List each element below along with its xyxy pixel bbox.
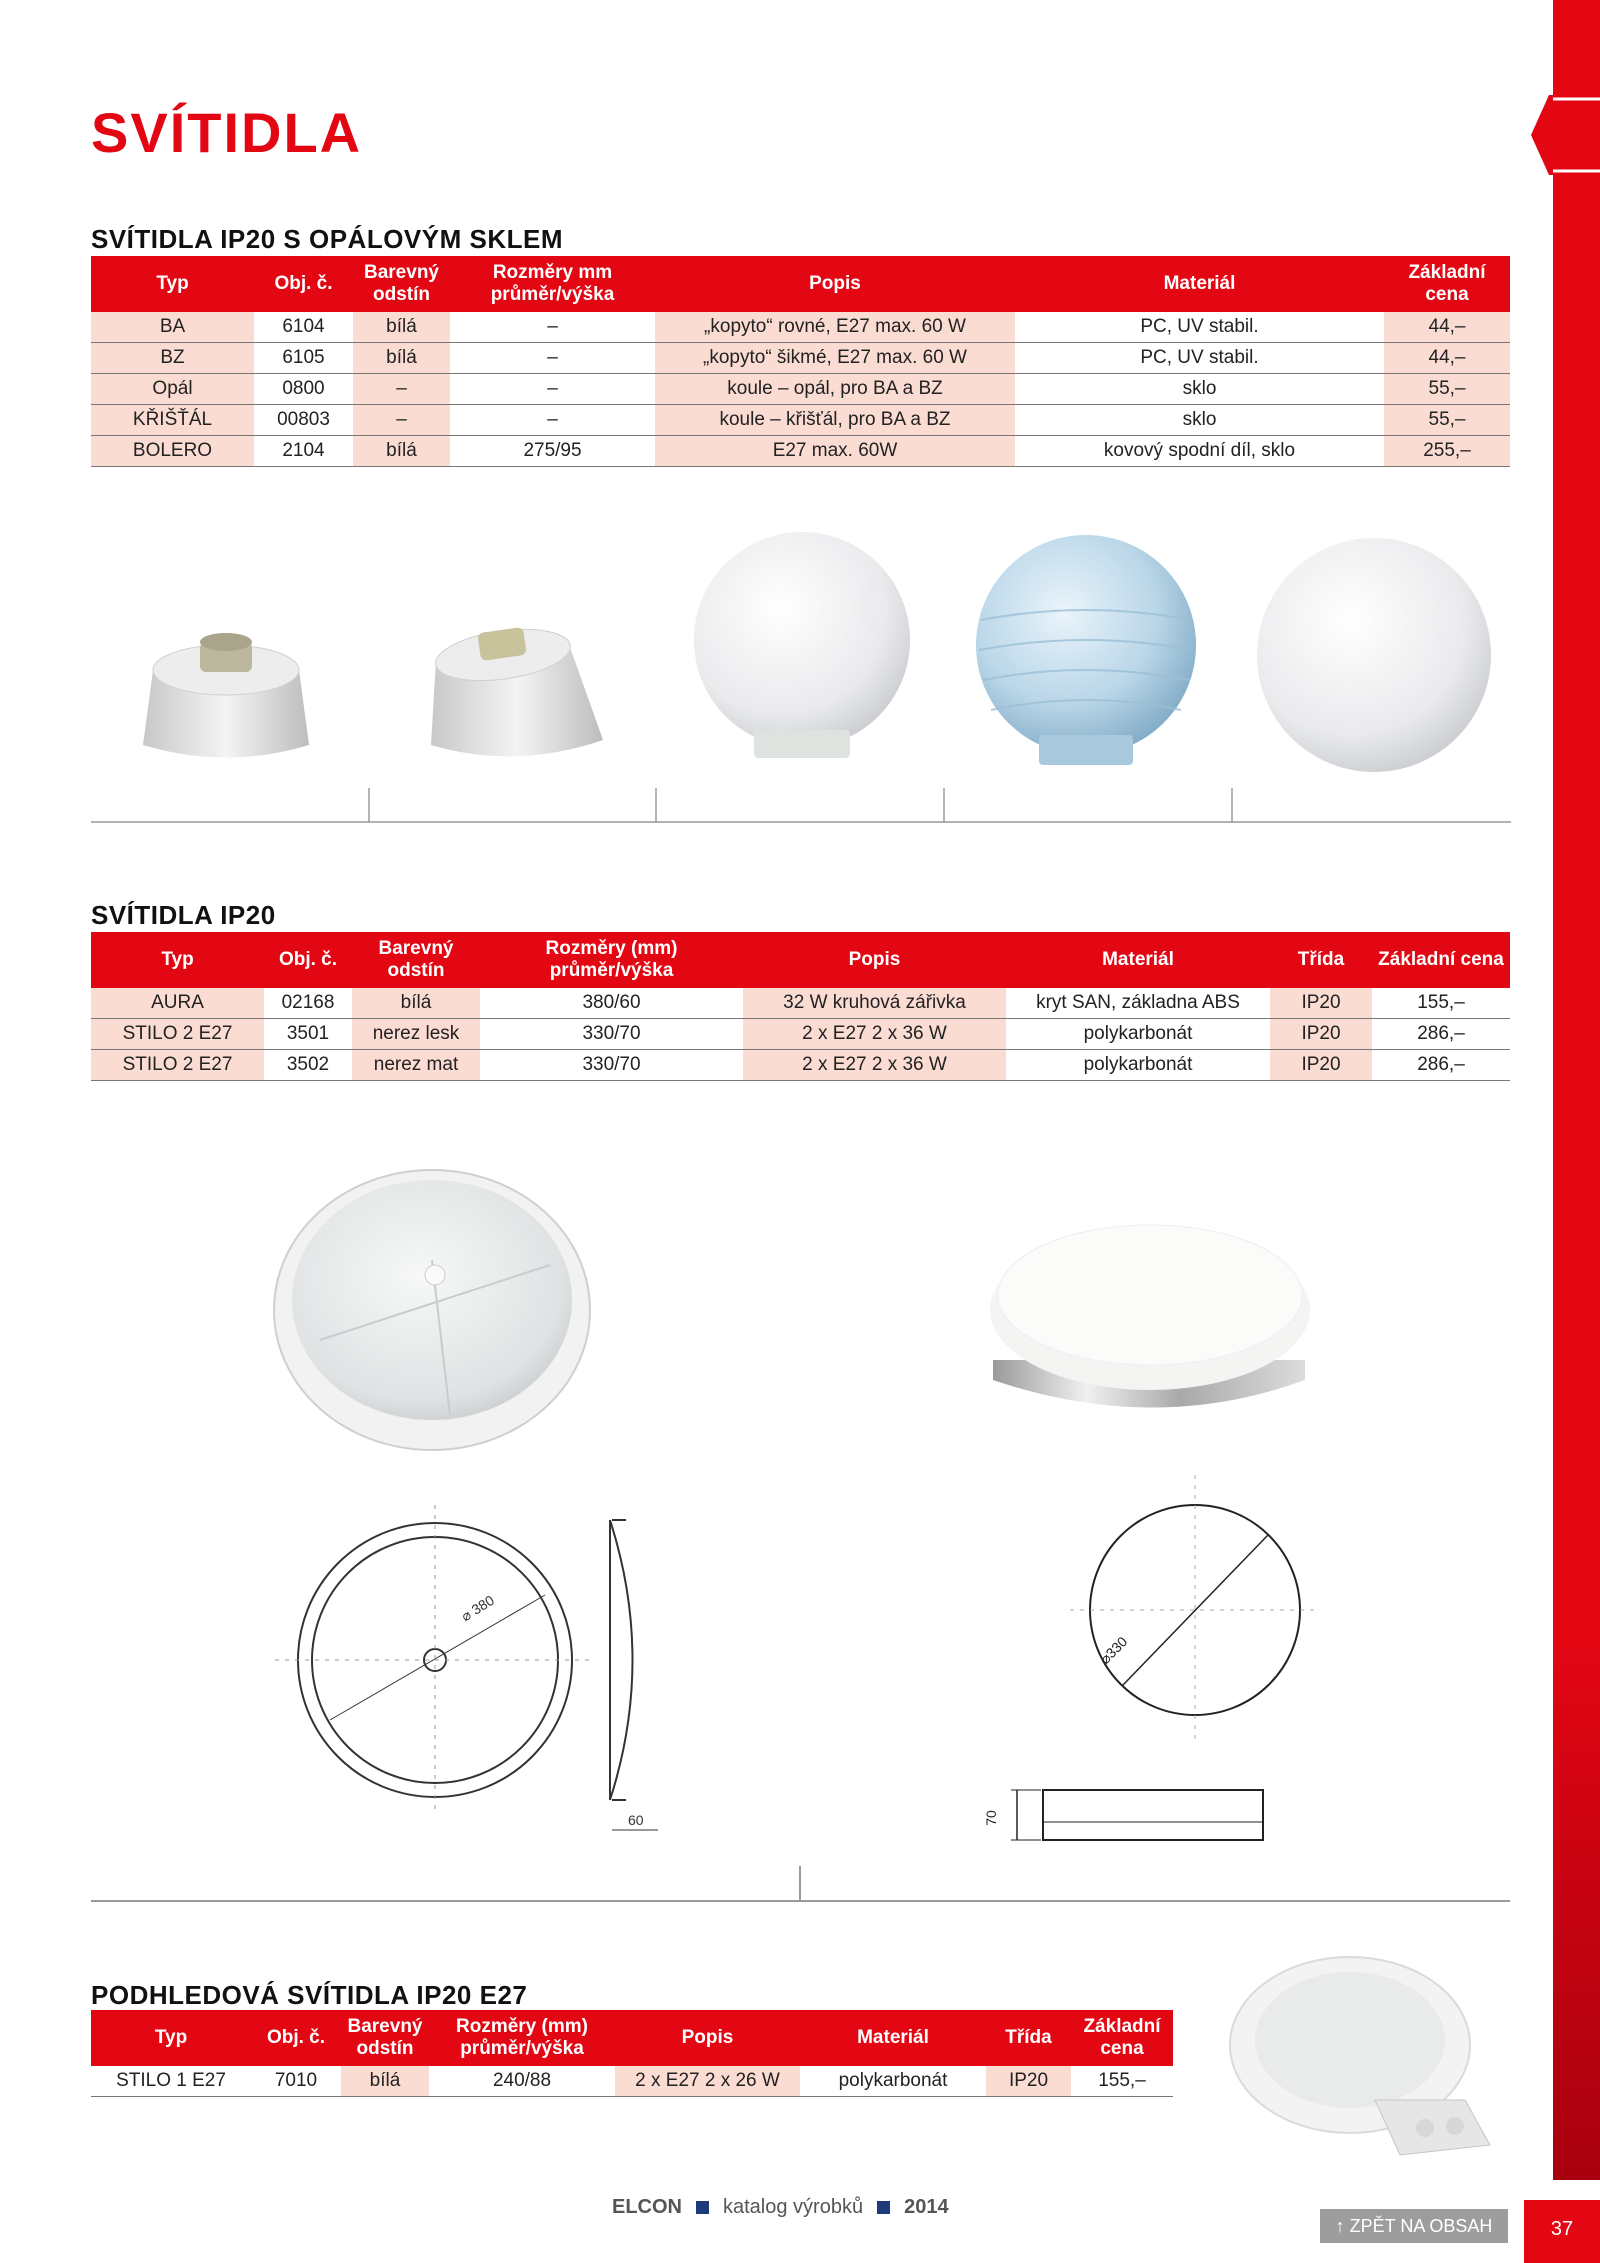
cell: sklo xyxy=(1015,374,1384,405)
cell: IP20 xyxy=(986,2066,1071,2097)
aura-photo xyxy=(274,1170,590,1450)
cell: PC, UV stabil. xyxy=(1015,312,1384,343)
cell: „kopyto“ rovné, E27 max. 60 W xyxy=(655,312,1015,343)
cell: 6104 xyxy=(254,312,353,343)
cell: 2104 xyxy=(254,436,353,467)
table-row xyxy=(91,405,1510,436)
col-popis: Popis xyxy=(743,932,1006,988)
col-material: Materiál xyxy=(1006,932,1270,988)
aura-diameter-label: ⌀ 380 xyxy=(458,1591,497,1625)
cell: 275/95 xyxy=(450,436,655,467)
col-popis: Popis xyxy=(655,256,1015,312)
cell: 155,– xyxy=(1071,2066,1173,2097)
table-row xyxy=(91,988,1510,1019)
footer-brand: ELCON xyxy=(612,2196,682,2218)
cell: – xyxy=(450,343,655,374)
footer-catalog: katalog výrobků xyxy=(723,2196,864,2218)
col-rozmery: Rozměry mm průměr/výška xyxy=(450,256,655,312)
cell: – xyxy=(353,405,450,436)
table-row xyxy=(91,343,1510,374)
cell: 00803 xyxy=(254,405,353,436)
cell: polykarbonát xyxy=(1006,1050,1270,1081)
footer-square-icon xyxy=(877,2201,890,2214)
cell: IP20 xyxy=(1270,1050,1372,1081)
cell: 155,– xyxy=(1372,988,1510,1019)
col-material: Materiál xyxy=(1015,256,1384,312)
cell: 286,– xyxy=(1372,1019,1510,1050)
cell: 286,– xyxy=(1372,1050,1510,1081)
cell: polykarbonát xyxy=(1006,1019,1270,1050)
crystal-globe-image xyxy=(976,535,1196,765)
cell: IP20 xyxy=(1270,1019,1372,1050)
cell: 55,– xyxy=(1384,374,1510,405)
cell: „kopyto“ šikmé, E27 max. 60 W xyxy=(655,343,1015,374)
cell: STILO 2 E27 xyxy=(91,1050,264,1081)
cell: bílá xyxy=(353,343,450,374)
page-number: 37 xyxy=(1524,2200,1600,2263)
cell: 3502 xyxy=(264,1050,352,1081)
cell: koule – křišťál, pro BA a BZ xyxy=(655,405,1015,436)
product-images-opal xyxy=(91,520,1511,825)
cell: KŘIŠŤÁL xyxy=(91,405,254,436)
section-tab-marker xyxy=(1531,95,1600,175)
side-band xyxy=(1553,0,1600,2180)
cell: 55,– xyxy=(1384,405,1510,436)
cell: Opál xyxy=(91,374,254,405)
cell: 2 x E27 2 x 36 W xyxy=(743,1050,1006,1081)
col-obj: Obj. č. xyxy=(264,932,352,988)
cell: 330/70 xyxy=(480,1050,743,1081)
cell: STILO 1 E27 xyxy=(91,2066,251,2097)
col-obj: Obj. č. xyxy=(254,256,353,312)
bz-holder-image xyxy=(431,622,603,757)
stilo-product-and-drawing xyxy=(982,1170,1355,1850)
cell: 6105 xyxy=(254,343,353,374)
back-to-contents-button[interactable]: ↑ ZPĚT NA OBSAH xyxy=(1320,2209,1508,2243)
stilo-drawing xyxy=(1011,1475,1320,1840)
aura-drawing xyxy=(275,1505,658,1830)
cell: 7010 xyxy=(251,2066,341,2097)
cell: nerez lesk xyxy=(352,1019,480,1050)
cell: STILO 2 E27 xyxy=(91,1019,264,1050)
col-odstin: Barevný odstín xyxy=(352,932,480,988)
col-typ: Typ xyxy=(91,2010,251,2066)
divider xyxy=(91,1900,1510,1902)
stilo1-product-image xyxy=(1215,1950,1515,2170)
cell: 330/70 xyxy=(480,1019,743,1050)
col-typ: Typ xyxy=(91,932,264,988)
table-row xyxy=(91,1050,1510,1081)
divider xyxy=(799,1866,801,1900)
col-material: Materiál xyxy=(800,2010,986,2066)
cell: 32 W kruhová zářivka xyxy=(743,988,1006,1019)
col-odstin: Barevný odstín xyxy=(341,2010,429,2066)
col-rozmery: Rozměry (mm) průměr/výška xyxy=(429,2010,615,2066)
table-row xyxy=(91,312,1510,343)
cell: koule – opál, pro BA a BZ xyxy=(655,374,1015,405)
col-trida: Třída xyxy=(1270,932,1372,988)
cell: BA xyxy=(91,312,254,343)
cell: 44,– xyxy=(1384,343,1510,374)
table-row xyxy=(91,1019,1510,1050)
table-opal xyxy=(91,256,1510,467)
col-cena: Základní cena xyxy=(1071,2010,1173,2066)
cell: 44,– xyxy=(1384,312,1510,343)
page-title: SVÍTIDLA xyxy=(91,101,363,164)
cell: polykarbonát xyxy=(800,2066,986,2097)
ba-holder-image xyxy=(143,633,309,758)
cell: 2 x E27 2 x 26 W xyxy=(615,2066,800,2097)
col-obj: Obj. č. xyxy=(251,2010,341,2066)
footer-square-icon xyxy=(696,2201,709,2214)
table-row xyxy=(91,374,1510,405)
cell: BOLERO xyxy=(91,436,254,467)
cell: bílá xyxy=(353,436,450,467)
table-row xyxy=(91,436,1510,467)
cell: 0800 xyxy=(254,374,353,405)
cell: 380/60 xyxy=(480,988,743,1019)
stilo-photo xyxy=(990,1225,1310,1408)
cell: – xyxy=(450,374,655,405)
col-cena: Základní cena xyxy=(1384,256,1510,312)
cell: – xyxy=(353,374,450,405)
col-trida: Třída xyxy=(986,2010,1071,2066)
cell: bílá xyxy=(352,988,480,1019)
cell: PC, UV stabil. xyxy=(1015,343,1384,374)
cell: – xyxy=(450,312,655,343)
aura-product-and-drawing xyxy=(260,1160,660,1860)
cell: kovový spodní díl, sklo xyxy=(1015,436,1384,467)
cell: – xyxy=(450,405,655,436)
aura-height-label: 60 xyxy=(628,1812,644,1828)
col-odstin: Barevný odstín xyxy=(353,256,450,312)
table-row xyxy=(91,2066,1173,2097)
col-typ: Typ xyxy=(91,256,254,312)
table-podhledova xyxy=(91,2010,1173,2097)
col-rozmery: Rozměry (mm) průměr/výška xyxy=(480,932,743,988)
cell: bílá xyxy=(341,2066,429,2097)
cell: 240/88 xyxy=(429,2066,615,2097)
cell: 2 x E27 2 x 36 W xyxy=(743,1019,1006,1050)
footer xyxy=(612,2196,949,2219)
cell: kryt SAN, základna ABS xyxy=(1006,988,1270,1019)
cell: BZ xyxy=(91,343,254,374)
cell: bílá xyxy=(353,312,450,343)
cell: 3501 xyxy=(264,1019,352,1050)
cell: 255,– xyxy=(1384,436,1510,467)
cell: 02168 xyxy=(264,988,352,1019)
section-title-podhledova: PODHLEDOVÁ SVÍTIDLA IP20 E27 xyxy=(91,1980,528,2010)
section-title-ip20: SVÍTIDLA IP20 xyxy=(91,900,276,930)
cell: AURA xyxy=(91,988,264,1019)
cell: E27 max. 60W xyxy=(655,436,1015,467)
opal-globe-image xyxy=(694,532,910,758)
footer-year: 2014 xyxy=(904,2196,949,2218)
cell: IP20 xyxy=(1270,988,1372,1019)
stilo-height-label: 70 xyxy=(982,1810,999,1826)
cell: sklo xyxy=(1015,405,1384,436)
bolero-globe-image xyxy=(1257,538,1491,772)
stilo-diameter-label: ⌀330 xyxy=(1096,1633,1131,1668)
table-ip20 xyxy=(91,932,1510,1081)
col-cena: Základní cena xyxy=(1372,932,1510,988)
col-popis: Popis xyxy=(615,2010,800,2066)
cell: nerez mat xyxy=(352,1050,480,1081)
section-title-opal: SVÍTIDLA IP20 S OPÁLOVÝM SKLEM xyxy=(91,224,563,254)
